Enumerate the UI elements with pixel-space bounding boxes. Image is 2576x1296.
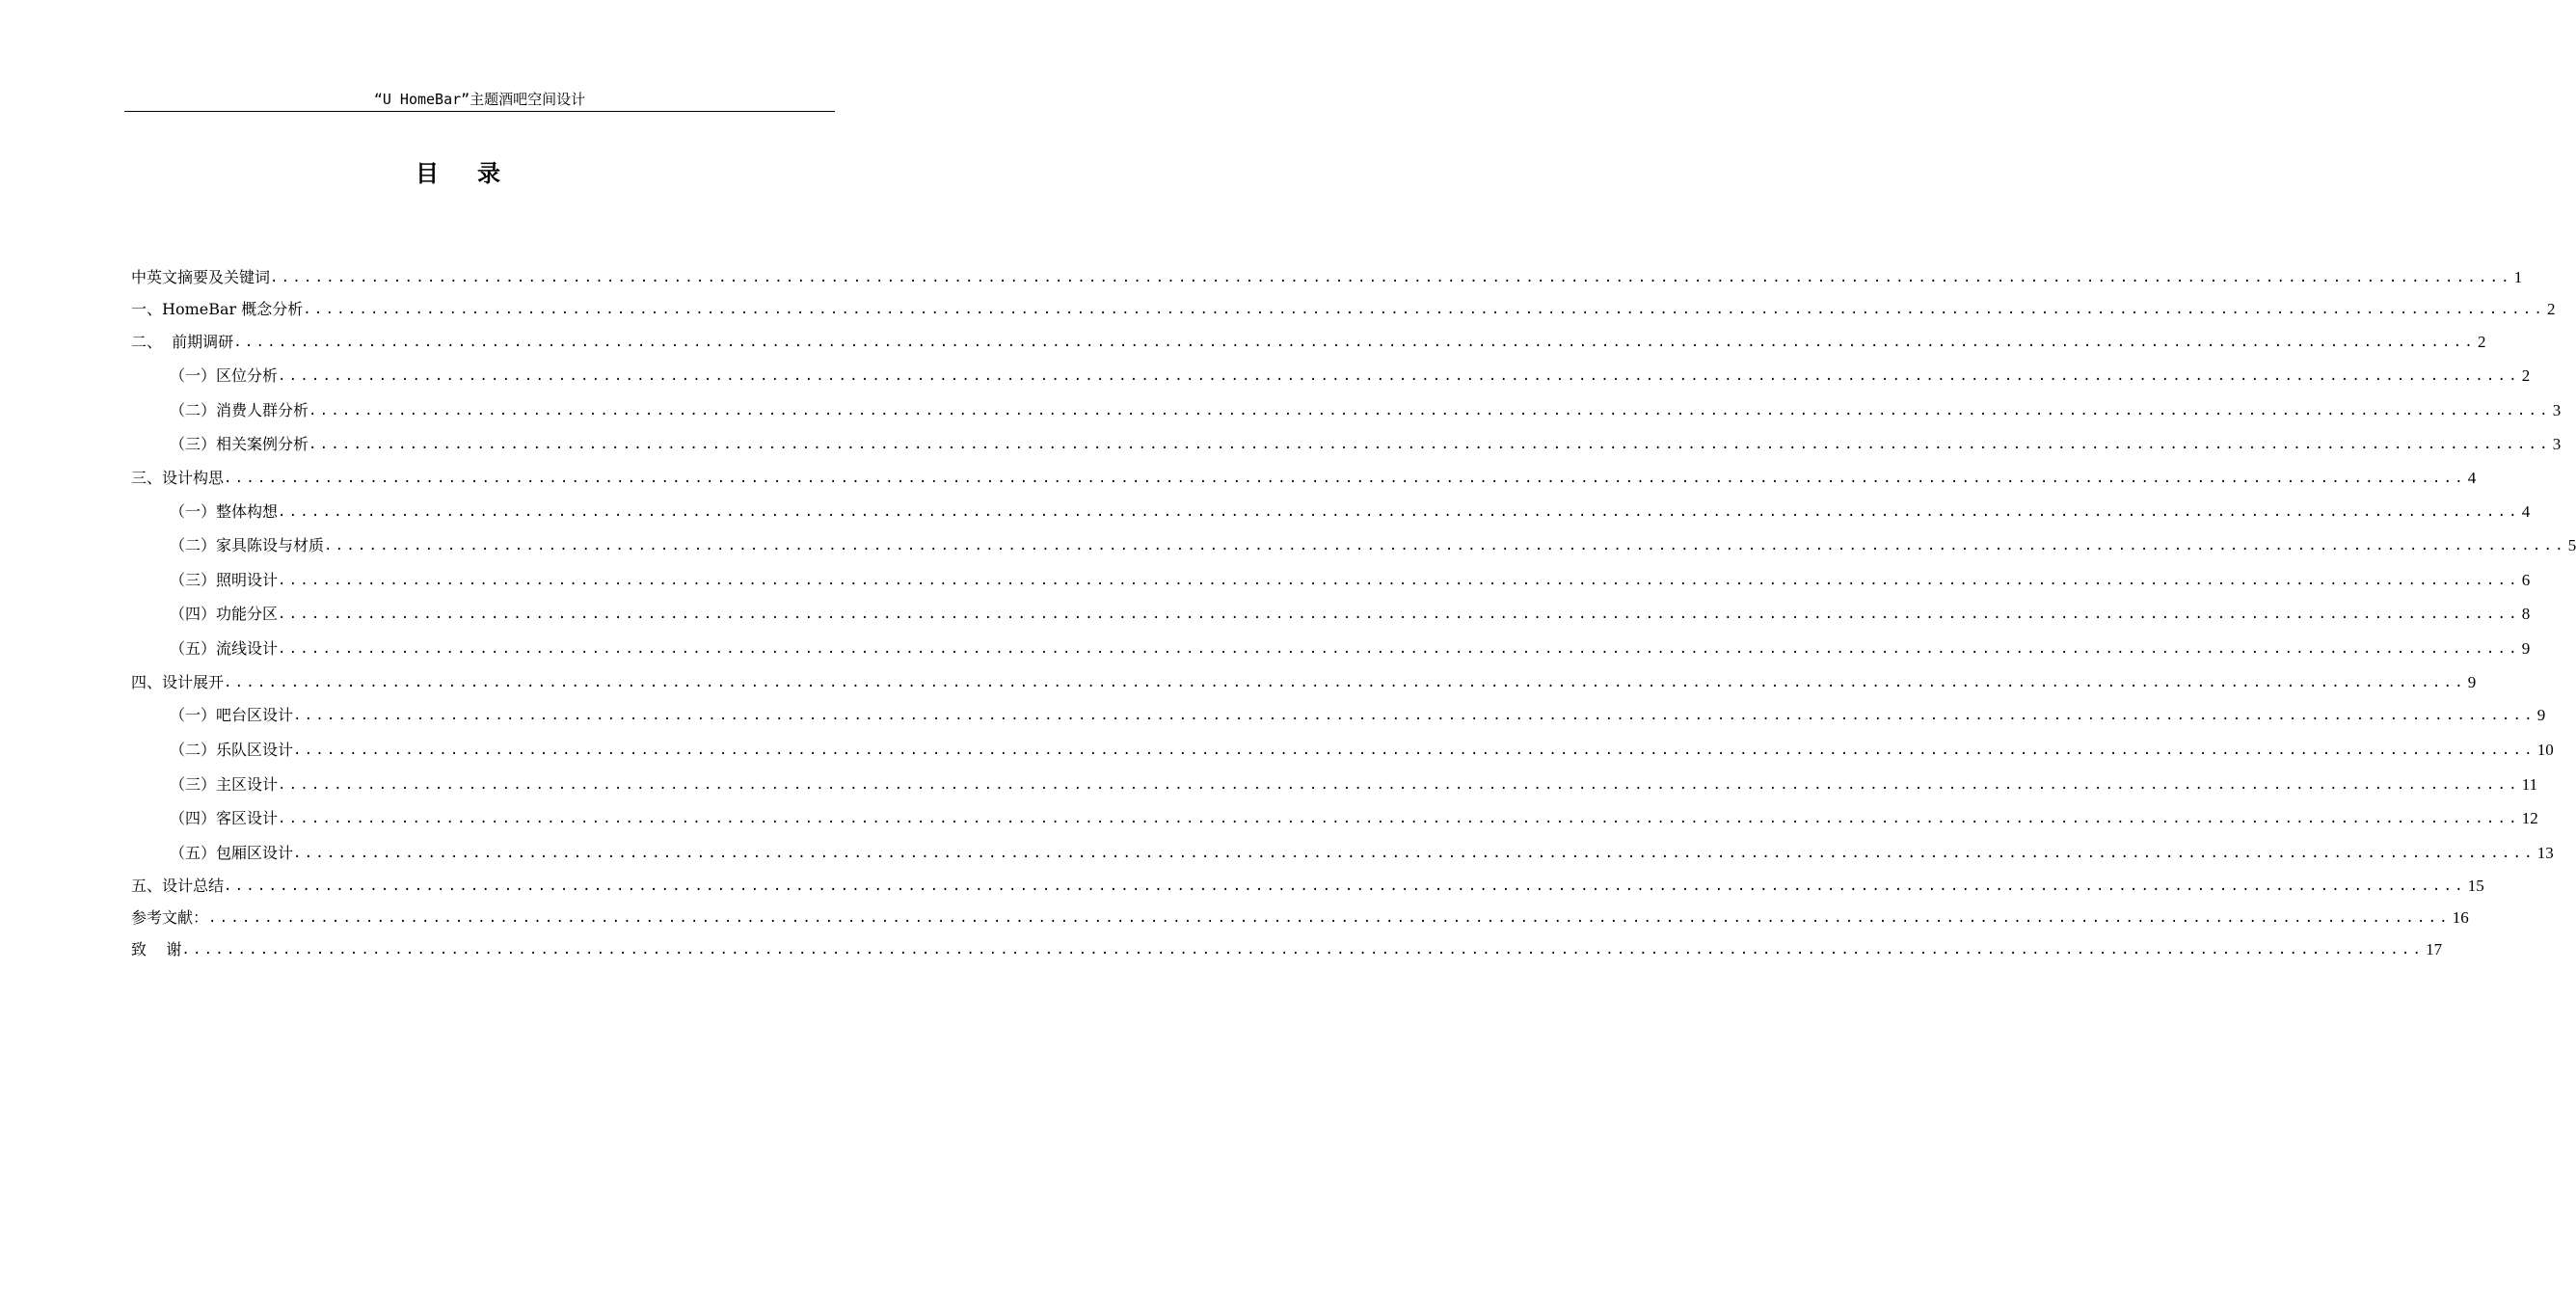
toc-entry-page-number: 8: [2521, 605, 2531, 623]
toc-entry-page-number: 17: [2426, 940, 2443, 958]
toc-entry: [131, 298, 2556, 321]
toc-dot-leader: ........................................................................................................................................................................................................: [293, 742, 2536, 758]
toc-entry: [170, 364, 2531, 388]
toc-entry-page-number: 16: [2452, 908, 2469, 927]
toc-entry-label: 四、设计展开: [131, 673, 225, 691]
toc-dot-leader: ........................................................................................................................................................................................................: [278, 573, 2520, 588]
toc-entry: [131, 331, 2486, 354]
toc-entry-label: （二）消费人群分析: [170, 401, 309, 419]
toc-entry-page-number: 2: [2547, 300, 2556, 318]
toc-entry: [170, 739, 2554, 762]
toc-entry-page-number: 13: [2536, 844, 2554, 862]
toc-entry-label: （三）主区设计: [170, 775, 279, 794]
toc-dot-leader: ........................................................................................................................................................................................................: [309, 437, 2551, 452]
toc-entry-page-number: 4: [2467, 469, 2477, 487]
toc-entry-page-number: 9: [2467, 673, 2477, 691]
toc-entry-label: （一）区位分析: [170, 366, 279, 385]
toc-entry-label: 五、设计总结: [131, 877, 225, 895]
toc-entry-label: （四）功能分区: [170, 605, 279, 623]
toc-entry-label: 致 谢: [131, 940, 182, 958]
toc-dot-leader: ........................................................................................................................................................................................................: [224, 471, 2466, 486]
toc-dot-leader: ........................................................................................................................................................................................................: [278, 368, 2520, 384]
toc-entry-label: 二、 前期调研: [131, 333, 234, 351]
toc-entry: [170, 534, 2576, 557]
toc-entry-label: （一）吧台区设计: [170, 706, 294, 724]
toc-dot-leader: ........................................................................................................................................................................................................: [278, 811, 2520, 826]
toc-dot-leader: ........................................................................................................................................................................................................: [293, 846, 2536, 861]
toc-entry: [131, 266, 2523, 289]
toc-entry-label: （四）客区设计: [170, 809, 279, 827]
toc-dot-leader: ........................................................................................................................................................................................................: [309, 403, 2551, 418]
toc-dot-leader: ........................................................................................................................................................................................................: [224, 675, 2466, 690]
toc-entry: [131, 467, 2477, 490]
toc-entry-label: （二）家具陈设与材质: [170, 536, 325, 554]
toc-entry-page-number: 5: [2567, 536, 2576, 554]
toc-entry: [131, 671, 2477, 694]
toc-dot-leader: ........................................................................................................................................................................................................: [324, 538, 2566, 554]
toc-dot-leader: ........................................................................................................................................................................................................: [303, 302, 2546, 317]
toc-dot-leader: ........................................................................................................................................................................................................: [278, 504, 2520, 520]
toc-title: 目录: [416, 160, 539, 187]
toc-entry: [170, 773, 2538, 796]
toc-dot-leader: ........................................................................................................................................................................................................: [293, 708, 2536, 723]
toc-entry-page-number: 9: [2521, 639, 2531, 658]
toc-entry: [170, 433, 2562, 456]
toc-dot-leader: ........................................................................................................................................................................................................: [270, 270, 2512, 285]
toc-entry: [170, 704, 2546, 727]
toc-entry-label: （一）整体构想: [170, 502, 279, 521]
toc-entry-page-number: 11: [2521, 775, 2538, 794]
toc-entry-label: （五）包厢区设计: [170, 844, 294, 862]
toc-entry: [170, 842, 2554, 865]
toc-entry-label: （五）流线设计: [170, 639, 279, 658]
toc-entry: [170, 637, 2531, 661]
toc-entry-label: （三）相关案例分析: [170, 435, 309, 453]
toc-entry-page-number: 4: [2521, 502, 2531, 521]
toc-dot-leader: ........................................................................................................................................................................................................: [208, 910, 2451, 926]
toc-entry-page-number: 3: [2552, 435, 2562, 453]
toc-entry-label: （三）照明设计: [170, 571, 279, 589]
toc-entry: [131, 938, 2443, 961]
toc-entry-label: 三、设计构思: [131, 469, 225, 487]
toc-dot-leader: ........................................................................................................................................................................................................: [224, 878, 2466, 894]
toc-dot-leader: ........................................................................................................................................................................................................: [278, 641, 2520, 657]
toc-entry: [170, 807, 2538, 830]
toc-entry-label: 一、HomeBar 概念分析: [131, 300, 304, 318]
toc-entry-page-number: 15: [2467, 877, 2484, 895]
toc-entry: [170, 569, 2531, 592]
toc-entry-page-number: 2: [2521, 366, 2531, 385]
toc-entry-page-number: 9: [2536, 706, 2546, 724]
toc-dot-leader: ........................................................................................................................................................................................................: [181, 942, 2425, 958]
toc-entry-label: （二）乐队区设计: [170, 741, 294, 759]
toc-entry: [170, 500, 2531, 524]
toc-entry-label: 参考文献：: [131, 908, 209, 927]
toc-entry: [131, 906, 2469, 930]
toc-entry-page-number: 2: [2477, 333, 2486, 351]
toc-entry-page-number: 1: [2513, 268, 2523, 286]
toc-entry-label: 中英文摘要及关键词: [131, 268, 271, 286]
toc-entry: [131, 875, 2484, 898]
toc-entry-page-number: 6: [2521, 571, 2531, 589]
toc-dot-leader: ........................................................................................................................................................................................................: [278, 607, 2520, 622]
toc-entry-page-number: 12: [2521, 809, 2538, 827]
toc-entry-page-number: 3: [2552, 401, 2562, 419]
toc-dot-leader: ........................................................................................................................................................................................................: [278, 777, 2520, 793]
toc-dot-leader: ........................................................................................................................................................................................................: [233, 335, 2476, 350]
running-header: “U HomeBar”主题酒吧空间设计: [373, 91, 586, 108]
toc-entry-page-number: 10: [2536, 741, 2554, 759]
toc-entry: [170, 399, 2562, 422]
toc-entry: [170, 603, 2531, 626]
